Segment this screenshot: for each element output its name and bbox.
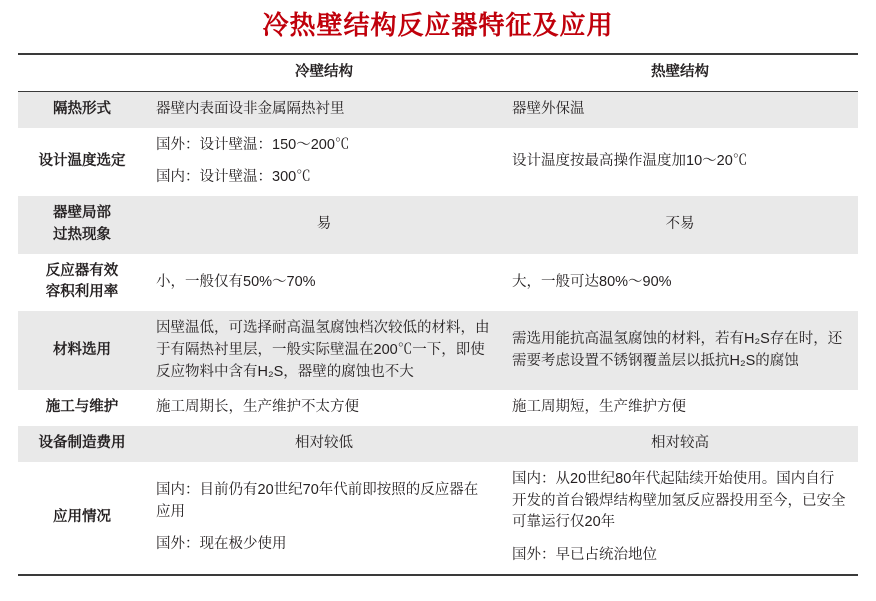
- row-label: 设计温度选定: [18, 128, 146, 197]
- row-label: 隔热形式: [18, 91, 146, 127]
- table-header-row: [18, 54, 858, 91]
- cell-cold-wall: [146, 426, 502, 462]
- cell-paragraph: 施工周期长，生产维护不太方便: [156, 399, 359, 416]
- cell-hot-wall: [502, 91, 858, 127]
- comparison-table: [18, 53, 858, 576]
- row-label: 材料选用: [18, 311, 146, 390]
- cell-paragraph: 因壁温低，可选择耐高温氢腐蚀档次较低的材料，由于有隔热衬里层，一般实际壁温在200℃一下，即使反应物料中含有H₂S，器壁的腐蚀也不大: [156, 320, 490, 380]
- row-label: 应用情况: [18, 462, 146, 575]
- table-header-corner: [18, 54, 146, 91]
- cell-hot-wall: [502, 254, 858, 312]
- cell-paragraph: 易: [316, 216, 332, 233]
- cell-cold-wall: [146, 91, 502, 127]
- row-label: 施工与维护: [18, 390, 146, 426]
- cell-paragraph: 施工周期短，生产维护方便: [512, 399, 686, 416]
- cell-paragraph: 国内：从20世纪80年代起陆续开始使用。国内自行开发的首台锻焊结构壁加氢反应器投用至今，已安全可靠运行仅20年: [512, 470, 846, 531]
- cell-cold-wall: [146, 462, 502, 575]
- table-body: [18, 91, 858, 575]
- cell-paragraph: 器壁外保温: [512, 100, 585, 117]
- table-row: [18, 196, 858, 254]
- row-label: 器壁局部 过热现象: [18, 196, 146, 254]
- cell-cold-wall: [146, 254, 502, 312]
- cell-paragraph: 国外：现在极少使用: [156, 536, 287, 553]
- table-row: [18, 426, 858, 462]
- cell-cold-wall: [146, 196, 502, 254]
- table-row: [18, 128, 858, 197]
- cell-paragraph: 国内：目前仍有20世纪70年代前即按照的反应器在应用: [156, 481, 479, 520]
- cell-hot-wall: [502, 311, 858, 390]
- cell-paragraph: 国内：设计壁温：300℃: [156, 169, 311, 186]
- cell-hot-wall: [502, 462, 858, 575]
- cell-paragraph: 设计温度按最高操作温度加10～20℃: [512, 153, 748, 170]
- cell-paragraph: 器壁内表面设非金属隔热衬里: [156, 100, 345, 117]
- table-header-cold-wall: 冷壁结构: [146, 54, 502, 91]
- cell-paragraph: 小，一般仅有50%～70%: [156, 273, 316, 290]
- page-title: 冷热壁结构反应器特征及应用: [262, 10, 614, 40]
- table-header-hot-wall: 热壁结构: [502, 54, 858, 91]
- row-label: 设备制造费用: [18, 426, 146, 462]
- table-row: [18, 462, 858, 575]
- table-row: [18, 311, 858, 390]
- cell-paragraph: 相对较低: [295, 435, 353, 452]
- cell-hot-wall: [502, 128, 858, 197]
- cell-paragraph: 需选用能抗高温氢腐蚀的材料，若有H₂S存在时，还需要考虑设置不锈钢覆盖层以抵抗H₂S的腐蚀: [512, 331, 843, 369]
- cell-paragraph: 不易: [665, 216, 695, 233]
- table-row: [18, 254, 858, 312]
- table-head: [18, 54, 858, 91]
- cell-paragraph: 国外：设计壁温：150～200℃: [156, 136, 350, 153]
- cell-cold-wall: [146, 311, 502, 390]
- cell-paragraph: 国外：早已占统治地位: [512, 547, 657, 564]
- cell-hot-wall: [502, 390, 858, 426]
- cell-hot-wall: [502, 426, 858, 462]
- cell-cold-wall: [146, 390, 502, 426]
- cell-paragraph: 相对较高: [651, 435, 709, 452]
- cell-hot-wall: [502, 196, 858, 254]
- table-row: [18, 91, 858, 127]
- cell-cold-wall: [146, 128, 502, 197]
- row-label: 反应器有效 容积利用率: [18, 254, 146, 312]
- table-row: [18, 390, 858, 426]
- cell-paragraph: 大，一般可达80%～90%: [512, 273, 672, 290]
